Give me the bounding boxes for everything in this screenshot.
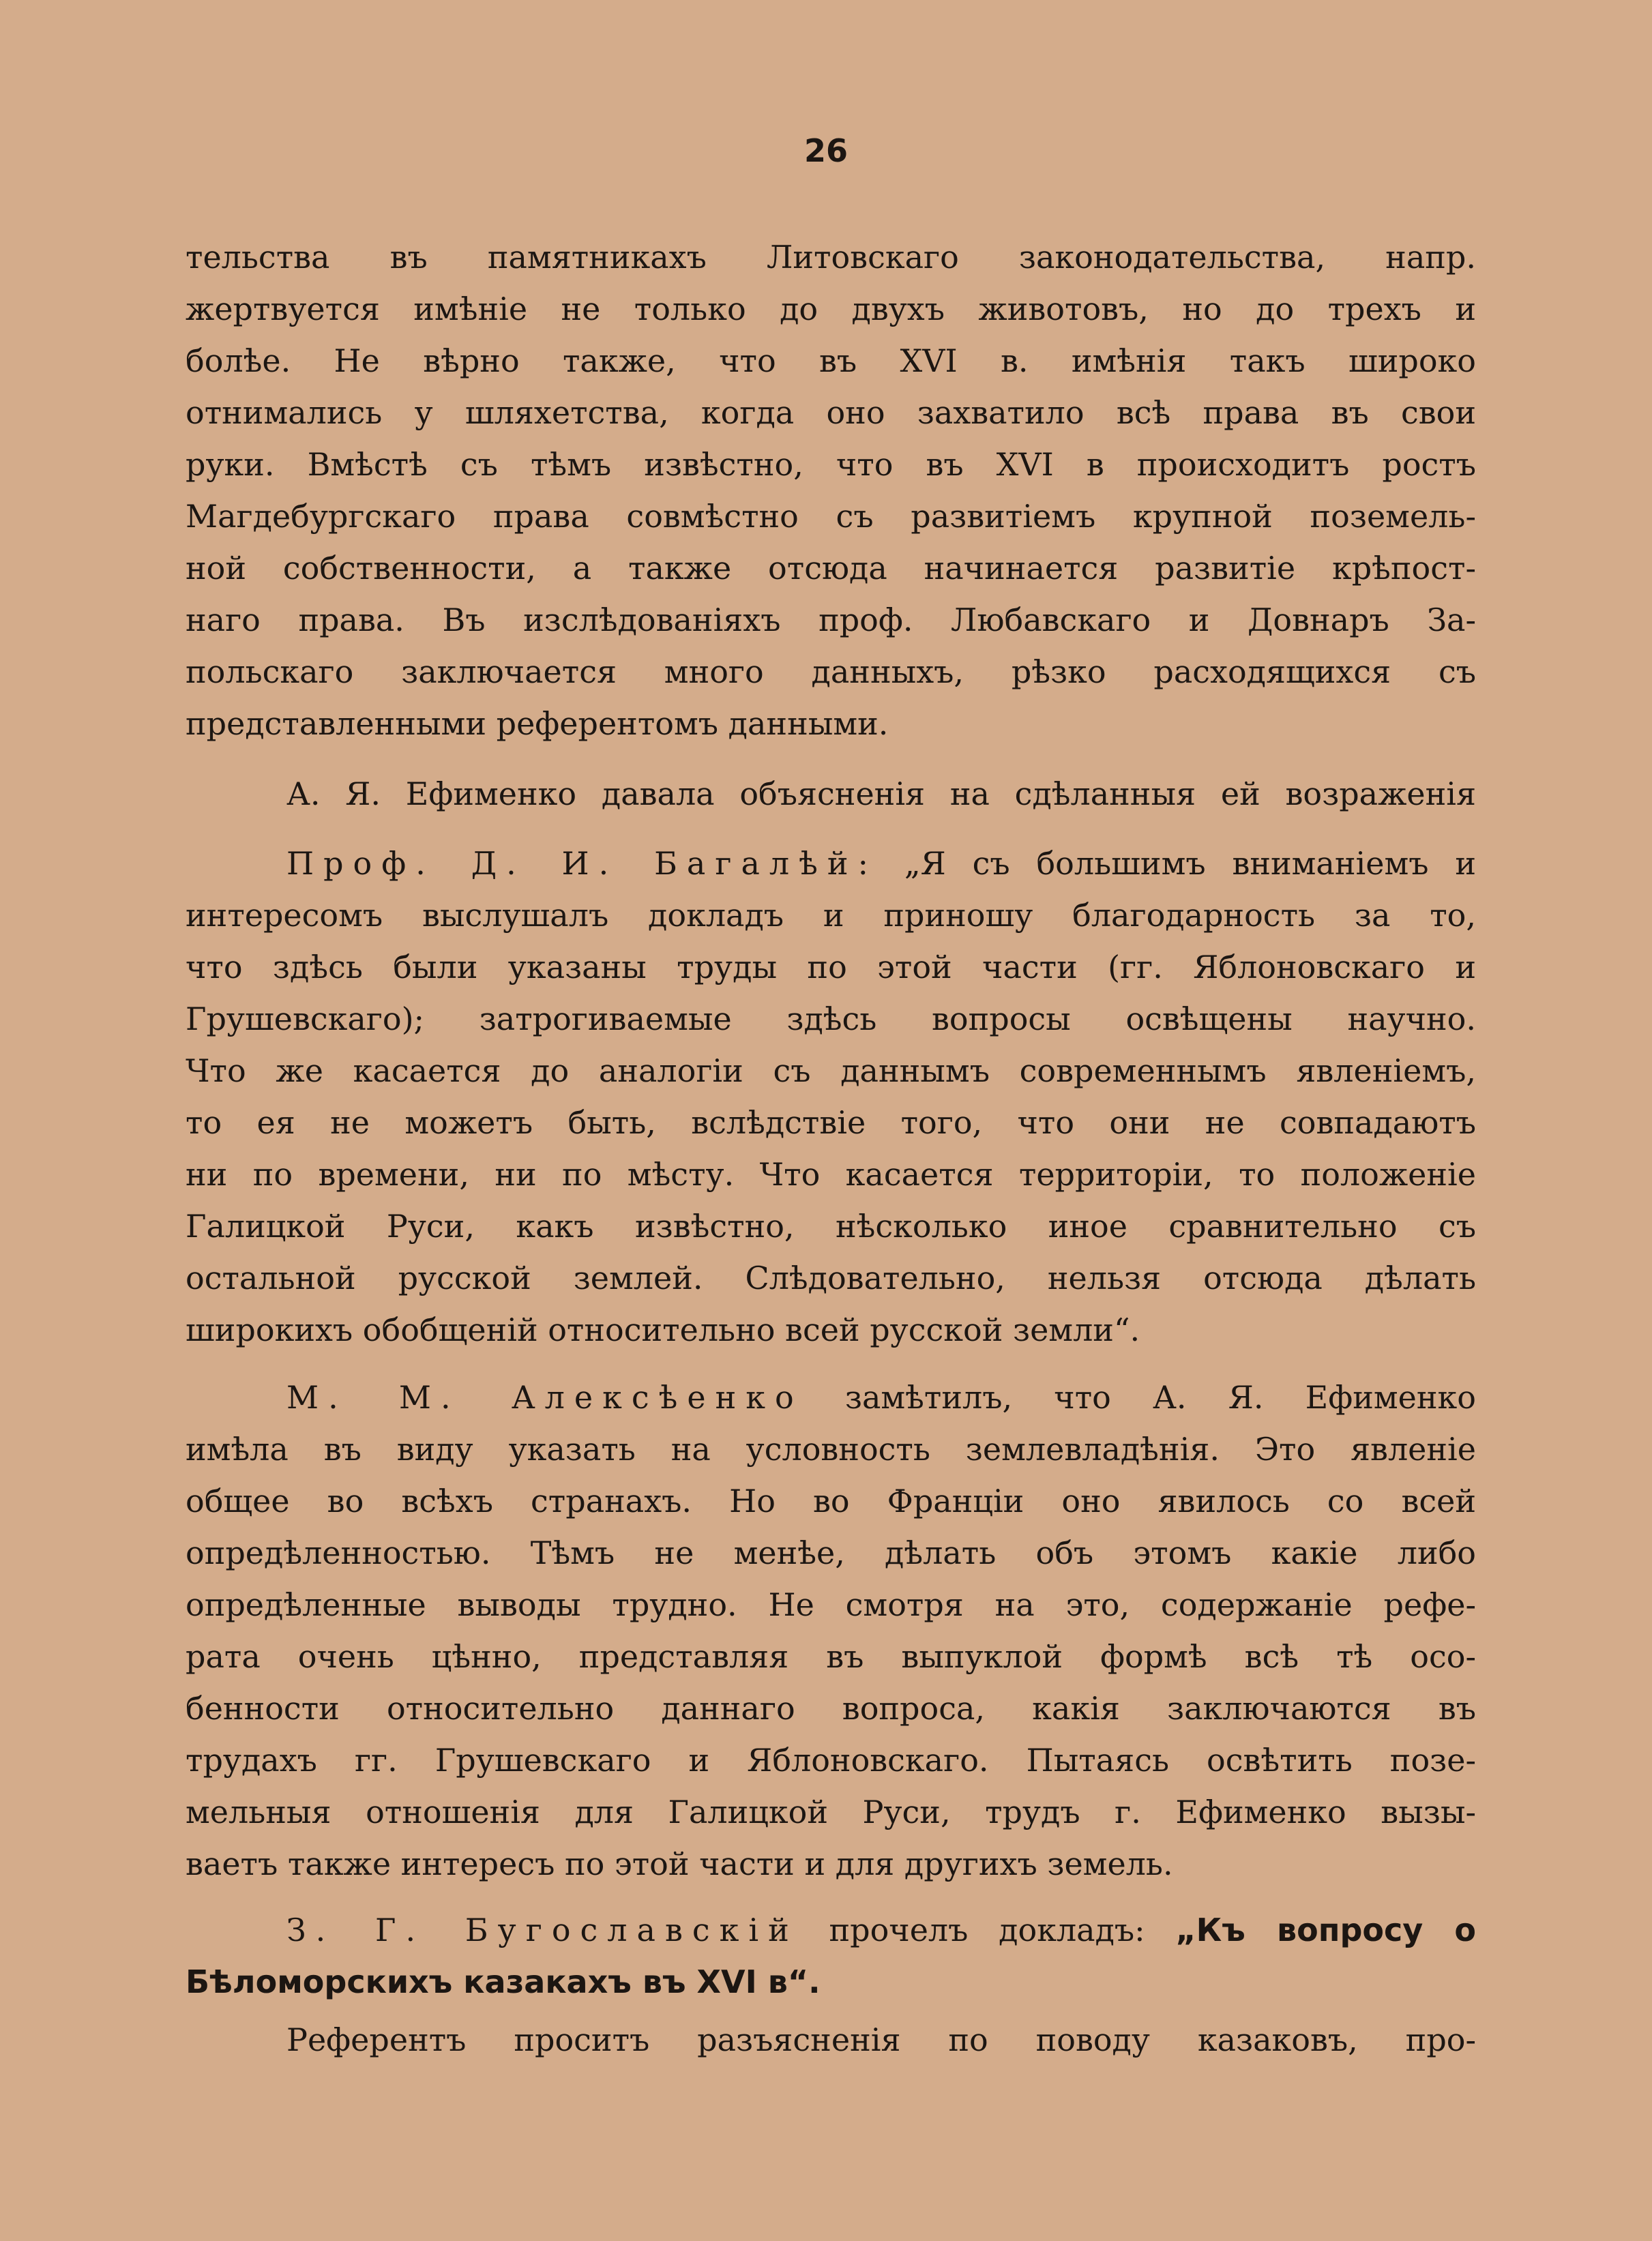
- text-line: Референтъ проситъ разъясненія по поводу казаковъ, про-: [286, 2021, 1476, 2058]
- text-line: ни по времени, ни по мѣсту. Что касается территоріи, то положеніе: [186, 1156, 1476, 1193]
- paragraph-alekseenko: [186, 1371, 1476, 1890]
- text-line: тельства въ памятникахъ Литовскаго законодательства, напр.: [186, 239, 1476, 276]
- text-line: рата очень цѣнно, представляя въ выпуклой формѣ всѣ тѣ осо-: [186, 1638, 1476, 1675]
- speaker-name: Проф. Д. И. Багалѣй:: [286, 845, 878, 882]
- paragraph-referent: [186, 2014, 1476, 2066]
- text-line: [186, 1371, 1476, 1423]
- paragraph-bagalei: [186, 837, 1476, 1356]
- text-line: представленными референтомъ данными.: [186, 705, 889, 742]
- text-line: руки. Вмѣстѣ съ тѣмъ извѣстно, что въ XVI в происходитъ ростъ: [186, 446, 1476, 483]
- page-number: 26: [803, 132, 848, 169]
- text-line: [186, 1904, 1476, 1956]
- text-line: отнимались у шляхетства, когда оно захватило всѣ права въ свои: [186, 394, 1476, 431]
- text-line: трудахъ гг. Грушевскаго и Яблоновскаго. Пытаясь освѣтить позе-: [186, 1742, 1476, 1779]
- text-line: ной собственности, а также отсюда начинается развитіе крѣпост-: [186, 550, 1476, 587]
- text-line: жертвуется имѣніе не только до двухъ животовъ, но до трехъ и: [186, 291, 1476, 327]
- text-line: опредѣленные выводы трудно. Не смотря на это, содержаніе рефе-: [186, 1586, 1476, 1623]
- text-line: широкихъ обобщеній относительно всей русской земли“.: [186, 1311, 1140, 1348]
- text-line: интересомъ выслушалъ докладъ и приношу благодарность за то,: [186, 897, 1476, 934]
- text-fragment: прочелъ докладъ:: [829, 1912, 1145, 1948]
- text-line: Галицкой Руси, какъ извѣстно, нѣсколько иное сравнительно съ: [186, 1208, 1476, 1245]
- paragraph-bugoslavsky: [186, 1904, 1476, 2008]
- text-line: болѣе. Не вѣрно также, что въ XVI в. имѣнія такъ широко: [186, 342, 1476, 379]
- paragraph-continuation: [186, 231, 1476, 750]
- speaker-name: З. Г. Бугославскій: [286, 1912, 799, 1948]
- text-line: А. Я. Ефименко давала объясненія на сдѣланныя ей возраженія: [286, 775, 1476, 812]
- text-line: Что же касается до аналогіи съ даннымъ современнымъ явленіемъ,: [186, 1052, 1476, 1089]
- text-line: Магдебургскаго права совмѣстно съ развитіемъ крупной поземель-: [186, 498, 1476, 535]
- text-line: мельныя отношенія для Галицкой Руси, трудъ г. Ефименко вызы-: [186, 1794, 1476, 1830]
- report-title-line: Бѣломорскихъ казакахъ въ XVI в“.: [186, 1963, 821, 2000]
- text-line: общее во всѣхъ странахъ. Но во Франціи оно явилось со всей: [186, 1483, 1476, 1519]
- report-title: „Къ вопросу о: [1175, 1912, 1476, 1948]
- text-line: ваетъ также интересъ по этой части и для другихъ земель.: [186, 1845, 1173, 1882]
- text-fragment: замѣтилъ, что А. Я. Ефименко: [844, 1379, 1476, 1416]
- speaker-name: М. М. Алексѣенко: [286, 1379, 803, 1416]
- text-line: что здѣсь были указаны труды по этой части (гг. Яблоновскаго и: [186, 949, 1476, 985]
- text-line: наго права. Въ изслѣдованіяхъ проф. Любавскаго и Довнаръ За-: [186, 602, 1476, 638]
- text-fragment: „Я съ большимъ вниманіемъ и: [904, 845, 1476, 882]
- text-line: бенности относительно даннаго вопроса, какія заключаются въ: [186, 1690, 1476, 1727]
- text-line: остальной русской землей. Слѣдовательно, нельзя отсюда дѣлать: [186, 1260, 1476, 1296]
- text-line: имѣла въ виду указать на условность землевладѣнія. Это явленіе: [186, 1431, 1476, 1468]
- text-line: польскаго заключается много данныхъ, рѣзко расходящихся съ: [186, 653, 1476, 690]
- paragraph-efimenko-reply: [186, 768, 1476, 820]
- text-line: Грушевскаго); затрогиваемые здѣсь вопросы освѣщены научно.: [186, 1000, 1476, 1037]
- text-line: [186, 837, 1476, 889]
- text-line: то ея не можетъ быть, вслѣдствіе того, что они не совпадаютъ: [186, 1104, 1476, 1141]
- text-line: опредѣленностью. Тѣмъ не менѣе, дѣлать объ этомъ какіе либо: [186, 1534, 1476, 1571]
